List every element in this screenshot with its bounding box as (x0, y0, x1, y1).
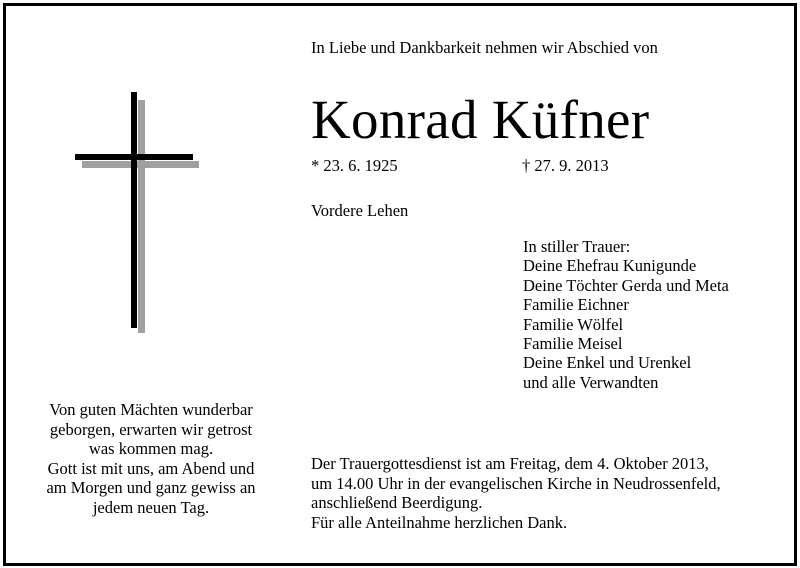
mourners-line: Deine Ehefrau Kunigunde (523, 256, 697, 276)
poem-line: Von guten Mächten wunderbar (49, 400, 253, 419)
poem-line: am Morgen und ganz gewiss an (46, 478, 256, 498)
service-line: um 14.00 Uhr in der evangelischen Kirche in Neudrossenfeld, (311, 473, 721, 493)
cross-icon (75, 92, 200, 337)
mourners-line: Familie Wölfel (523, 314, 624, 334)
service-line: Für alle Anteilnahme herzlichen Dank. (311, 512, 568, 532)
death-date: † 27. 9. 2013 (522, 156, 609, 175)
mourners-line: Familie Eichner (523, 295, 629, 315)
service-line: anschließend Beerdigung. (311, 493, 483, 513)
mourners-line: In stiller Trauer: (523, 237, 631, 256)
residence: Vordere Lehen (311, 201, 409, 220)
poem-line: was kommen mag. (88, 439, 214, 459)
service-info (311, 454, 721, 532)
poem-line: geborgen, erwarten wir getrost (49, 419, 253, 439)
poem-line: jedem neuen Tag. (92, 497, 210, 517)
poem-line: Gott ist mit uns, am Abend und (47, 458, 255, 478)
mourners-line: Deine Töchter Gerda und Meta (523, 275, 729, 295)
mourners-list (523, 237, 729, 392)
service-line: Der Trauergottesdienst ist am Freitag, dem 4. Oktober 2013, (311, 454, 709, 473)
mourners-line: Deine Enkel und Urenkel (523, 353, 692, 373)
mourners-line: Familie Meisel (523, 334, 623, 354)
mourners-line: und alle Verwandten (523, 372, 659, 392)
intro-line: In Liebe und Dankbarkeit nehmen wir Abschied von (311, 38, 658, 57)
deceased-name: Konrad Küfner (311, 89, 650, 150)
poem-quote (20, 400, 282, 518)
birth-date: * 23. 6. 1925 (311, 156, 398, 175)
